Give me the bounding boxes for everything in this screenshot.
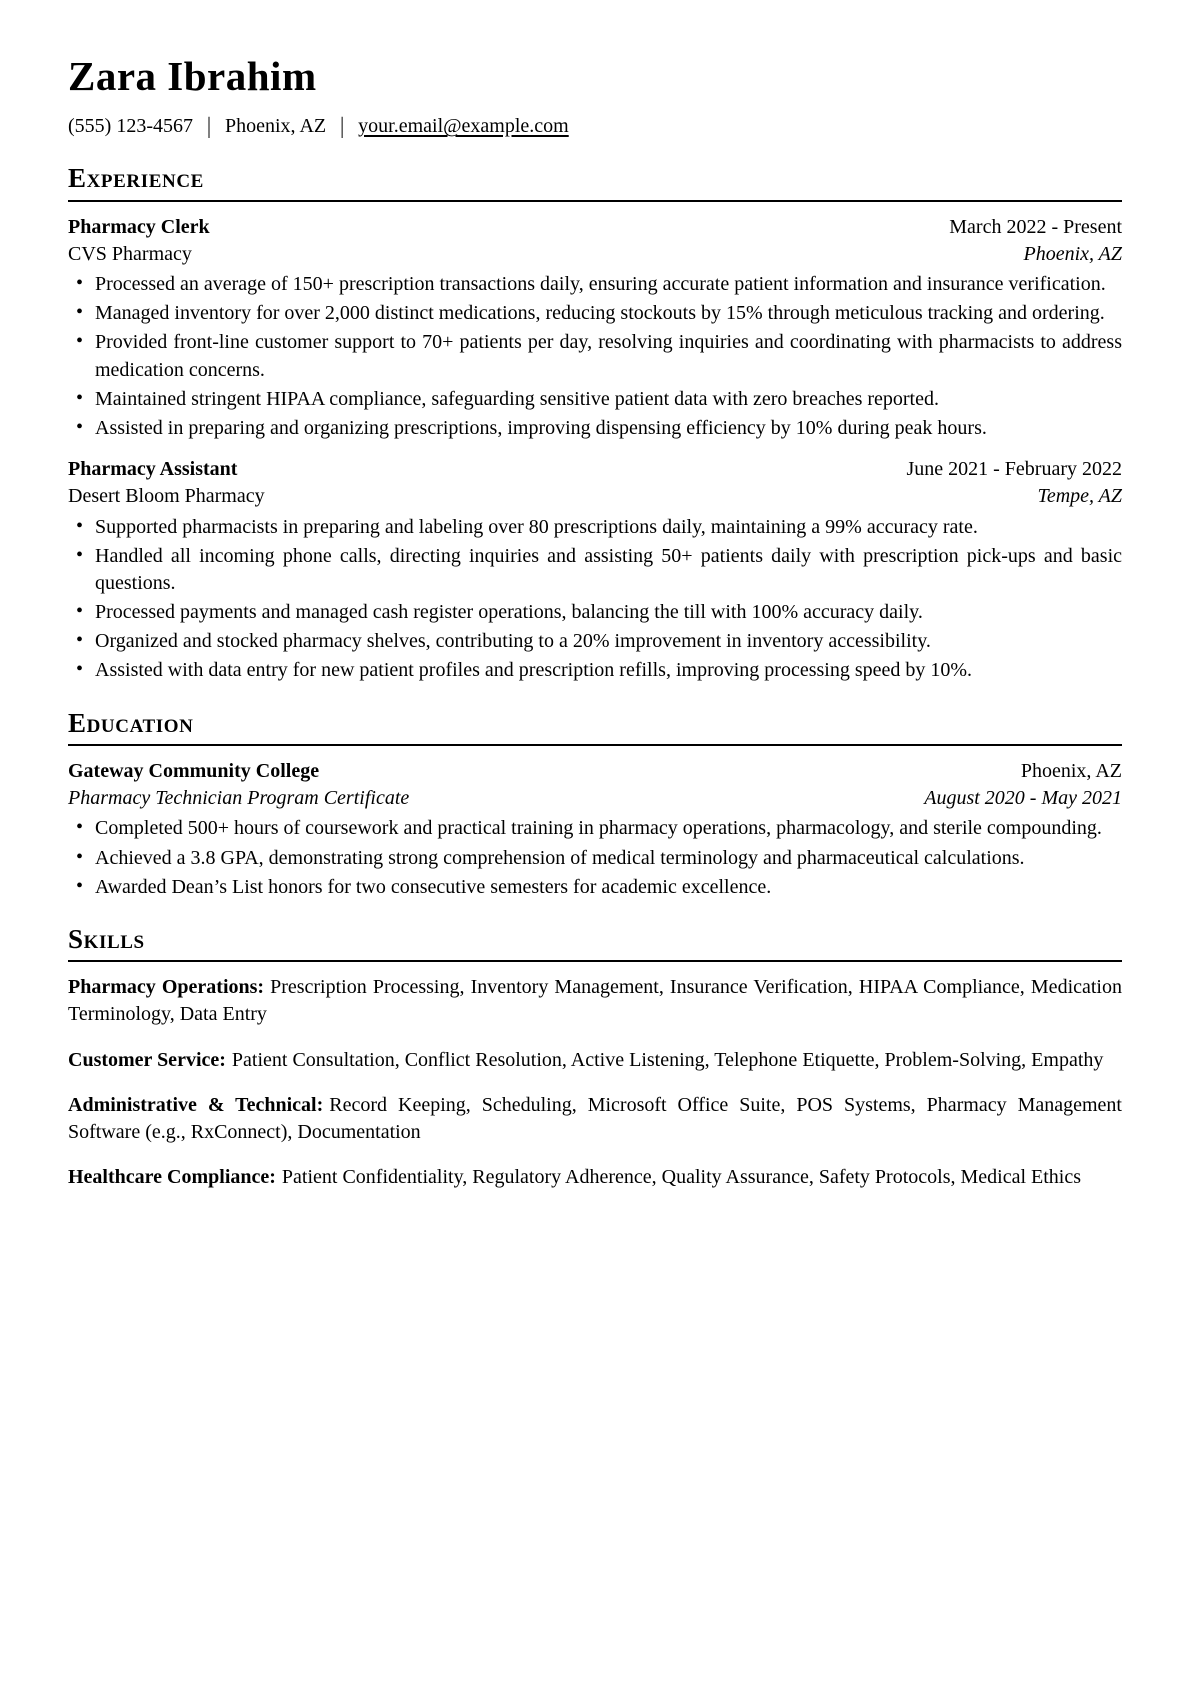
bullet-marker: • bbox=[76, 600, 84, 623]
job-location: Tempe, AZ bbox=[1037, 485, 1122, 508]
bullet-marker: • bbox=[76, 658, 84, 681]
school-name: Gateway Community College bbox=[68, 759, 320, 782]
bullet-text: Assisted with data entry for new patient profiles and prescription refills, improving processing speed by 10%. bbox=[95, 659, 973, 682]
job-dates: June 2021 - February 2022 bbox=[906, 458, 1122, 481]
bullet-text: Completed 500+ hours of coursework and practical training in pharmacy operations, pharmacology, and sterile compounding. bbox=[95, 817, 1102, 840]
contact-line bbox=[68, 113, 1122, 140]
bullet-marker: • bbox=[76, 301, 84, 324]
bullet-item bbox=[68, 271, 1122, 298]
job-header-row bbox=[68, 214, 1122, 241]
section-skills bbox=[68, 925, 1122, 1191]
bullet-item bbox=[68, 599, 1122, 626]
bullet-text: Achieved a 3.8 GPA, demonstrating strong comprehension of medical terminology and pharmaceutical calculations. bbox=[95, 846, 1025, 869]
bullet-item bbox=[68, 329, 1122, 383]
job-bullet-list bbox=[68, 271, 1122, 442]
job-entry bbox=[68, 456, 1122, 685]
bullet-text: Assisted in preparing and organizing prescriptions, improving dispensing efficiency by 10% during peak hours. bbox=[95, 416, 987, 439]
job-entry bbox=[68, 214, 1122, 443]
bullet-item bbox=[68, 845, 1122, 872]
bullet-marker: • bbox=[76, 514, 84, 537]
skill-category-label: Customer Service: bbox=[68, 1048, 226, 1071]
name-heading: Zara Ibrahim bbox=[68, 53, 317, 99]
skill-group bbox=[68, 1047, 1122, 1074]
bullet-marker: • bbox=[76, 415, 84, 438]
section-title-education: Education bbox=[68, 709, 1122, 746]
bullet-item bbox=[68, 874, 1122, 901]
skill-items: Record Keeping, Scheduling, Microsoft Office Suite, POS Systems, Pharmacy Management Software (e.g., RxConnect), Documentation bbox=[68, 1093, 1122, 1143]
job-subheader-row bbox=[68, 241, 1122, 268]
skill-items: Patient Confidentiality, Regulatory Adherence, Quality Assurance, Safety Protocols, Medical Ethics bbox=[281, 1166, 1081, 1189]
bullet-item bbox=[68, 300, 1122, 327]
job-company: CVS Pharmacy bbox=[68, 242, 192, 265]
skill-group bbox=[68, 1164, 1122, 1191]
skill-group bbox=[68, 1092, 1122, 1146]
bullet-text: Organized and stocked pharmacy shelves, contributing to a 20% improvement in inventory accessibility. bbox=[95, 630, 931, 653]
section-title-skills: Skills bbox=[68, 925, 1122, 962]
contact-separator: | bbox=[340, 113, 345, 139]
bullet-text: Handled all incoming phone calls, directing inquiries and assisting 50+ patients daily with prescription pick-ups and basic questions. bbox=[95, 544, 1122, 594]
bullet-item bbox=[68, 657, 1122, 684]
bullet-marker: • bbox=[76, 629, 84, 652]
bullet-marker: • bbox=[76, 874, 84, 897]
phone-number: (555) 123-4567 bbox=[68, 115, 193, 138]
bullet-item bbox=[68, 628, 1122, 655]
school-location: Phoenix, AZ bbox=[1020, 759, 1122, 782]
job-title: Pharmacy Assistant bbox=[68, 458, 238, 481]
bullet-text: Awarded Dean’s List honors for two consecutive semesters for academic excellence. bbox=[95, 875, 772, 898]
education-header-row bbox=[68, 758, 1122, 785]
skill-category-label: Administrative & Technical: bbox=[68, 1093, 324, 1116]
degree-title: Pharmacy Technician Program Certificate bbox=[68, 787, 410, 810]
bullet-marker: • bbox=[76, 845, 84, 868]
bullet-text: Supported pharmacists in preparing and labeling over 80 prescriptions daily, maintaining a 99% accuracy rate. bbox=[95, 515, 978, 538]
job-bullet-list bbox=[68, 514, 1122, 685]
bullet-item bbox=[68, 543, 1122, 597]
contact-location: Phoenix, AZ bbox=[225, 115, 327, 138]
bullet-marker: • bbox=[76, 272, 84, 294]
resume-header bbox=[68, 54, 1122, 140]
job-location: Phoenix, AZ bbox=[1023, 242, 1122, 265]
education-bullet-list bbox=[68, 815, 1122, 901]
skill-category-label: Pharmacy Operations: bbox=[68, 976, 265, 999]
skill-category-label: Healthcare Compliance: bbox=[68, 1166, 276, 1189]
section-experience bbox=[68, 164, 1122, 684]
bullet-marker: • bbox=[76, 816, 84, 839]
job-title: Pharmacy Clerk bbox=[68, 215, 210, 238]
bullet-item bbox=[68, 815, 1122, 842]
education-entry bbox=[68, 758, 1122, 901]
contact-separator: | bbox=[206, 113, 211, 139]
bullet-marker: • bbox=[76, 330, 84, 353]
bullet-text: Managed inventory for over 2,000 distinct medications, reducing stockouts by 15% through meticulous tracking and ordering. bbox=[95, 302, 1105, 325]
education-subheader-row bbox=[68, 785, 1122, 812]
job-subheader-row bbox=[68, 483, 1122, 510]
bullet-item bbox=[68, 514, 1122, 541]
bullet-text: Provided front-line customer support to 70+ patients per day, resolving inquiries and coordinating with pharmacists to address medication concerns. bbox=[95, 331, 1122, 381]
bullet-marker: • bbox=[76, 543, 84, 566]
section-education bbox=[68, 709, 1122, 901]
bullet-text: Maintained stringent HIPAA compliance, safeguarding sensitive patient data with zero breaches reported. bbox=[95, 387, 939, 410]
bullet-text: Processed payments and managed cash register operations, balancing the till with 100% accuracy daily. bbox=[95, 601, 923, 624]
email-link[interactable]: your.email@example.com bbox=[358, 115, 569, 138]
job-dates: March 2022 - Present bbox=[949, 215, 1122, 238]
bullet-item bbox=[68, 386, 1122, 413]
bullet-marker: • bbox=[76, 386, 84, 409]
job-header-row bbox=[68, 456, 1122, 483]
skill-group bbox=[68, 974, 1122, 1028]
skill-items: Prescription Processing, Inventory Management, Insurance Verification, HIPAA Compliance, Medication Terminology, Data Entry bbox=[68, 976, 1122, 1026]
bullet-text: Processed an average of 150+ prescription transactions daily, ensuring accurate patient information and insurance verification. bbox=[95, 273, 1106, 295]
job-company: Desert Bloom Pharmacy bbox=[68, 485, 265, 508]
skill-items: Patient Consultation, Conflict Resolution, Active Listening, Telephone Etiquette, Problem-Solving, Empathy bbox=[231, 1048, 1104, 1071]
section-title-experience: Experience bbox=[68, 164, 1122, 201]
bullet-item bbox=[68, 415, 1122, 442]
education-dates: August 2020 - May 2021 bbox=[924, 787, 1122, 810]
